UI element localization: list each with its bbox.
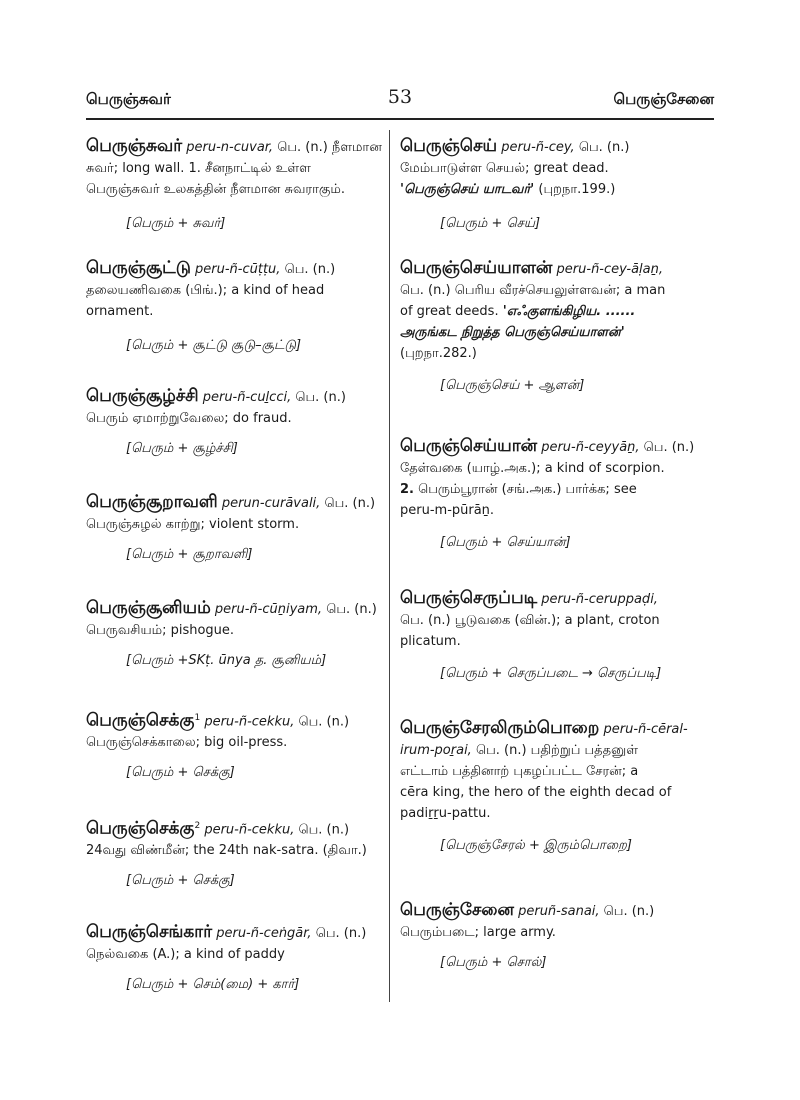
- column-divider: [389, 130, 390, 1002]
- transliteration: peru-ñ-cūṉiyam,: [214, 602, 323, 617]
- transliteration: peru-ñ-cuḻcci,: [202, 390, 292, 405]
- citation-quote: 'பெருஞ்செய் யாடவர்': [400, 182, 535, 197]
- etymology: [பெருஞ்சேரல் + இரும்பொறை]: [440, 838, 632, 853]
- etymology: [பெரும் + சூறாவளி]: [126, 547, 253, 562]
- definition-line: padiṟṟu-pattu.: [400, 806, 491, 821]
- headword: பெருஞ்செருப்படி: [400, 588, 538, 608]
- headword: பெருஞ்செங்கார்: [86, 922, 213, 942]
- dictionary-entry: [86, 708, 380, 783]
- transliteration: peru-ñ-cēral-: [603, 722, 688, 737]
- header-first-word: பெருஞ்சுவர்: [86, 90, 171, 108]
- header-last-word: பெருஞ்சேனை: [613, 90, 714, 108]
- citation-source: (புறநா.199.): [534, 182, 616, 197]
- definition-line: சுவர்; long wall. 1. சீனநாட்டில் உள்ள: [86, 161, 311, 176]
- headword: பெருஞ்சுவர்: [86, 136, 183, 156]
- definition-line: plicatum.: [400, 634, 461, 649]
- etymology: [பெரும் + செக்கு]: [126, 765, 235, 781]
- transliteration: perun-curāvali,: [221, 496, 321, 511]
- definition-line: cēra king, the hero of the eighth decad of: [400, 785, 672, 800]
- dictionary-entry: [86, 386, 380, 459]
- headword: பெருஞ்சேனை: [400, 900, 514, 920]
- citation-quote: 'எஃகுளங்கிழிய. ......: [502, 304, 636, 319]
- grammar-meaning: பெ. (n.): [294, 714, 350, 730]
- transliteration: peru-ñ-ceyyāṉ,: [541, 440, 640, 455]
- definition-line: பெரும்படை; large army.: [400, 925, 556, 940]
- transliteration: peru-ñ-cey-āḷaṉ,: [556, 262, 663, 277]
- definition-line: பெரும் ஏமாற்றுவேலை; do fraud.: [86, 411, 292, 426]
- dictionary-entry: [400, 436, 714, 553]
- grammar-meaning: பெ. (n.): [639, 440, 695, 455]
- transliteration: peru-ñ-cekku,: [204, 714, 295, 730]
- sense-number: 2.: [400, 482, 414, 497]
- headword: பெருஞ்சேரலிரும்பொறை: [400, 718, 600, 738]
- transliteration: peru-ñ-ceṅgār,: [216, 926, 312, 941]
- etymology: [பெரும் + சுவர்]: [126, 216, 226, 231]
- transliteration: irum-poṟai,: [400, 743, 472, 758]
- grammar-meaning: பெ. (n.): [294, 822, 350, 838]
- etymology: [பெரும் + சூட்டு சூடு–சூட்டு]: [126, 338, 302, 353]
- grammar-meaning: பெ. (n.): [320, 496, 376, 511]
- grammar-meaning: பெ. (n.): [599, 904, 655, 919]
- dictionary-entry: [86, 258, 380, 356]
- page-header: [86, 86, 714, 114]
- dictionary-entry: [86, 816, 380, 891]
- definition-line: 24வது விண்மீன்; the 24th nak-satra. (திவா.): [86, 843, 367, 859]
- definition-line: மேம்பாடுள்ள செயல்; great dead.: [400, 161, 609, 176]
- citation-quote: அருங்கட நிறுத்த பெருஞ்செய்யாளன்': [400, 325, 625, 340]
- etymology: [பெருஞ்செய் + ஆளன்]: [440, 378, 585, 393]
- transliteration: peru-ñ-ceruppaḍi,: [541, 592, 658, 607]
- transliteration: peru-n-cuvar,: [186, 140, 274, 155]
- definition-line: நெல்வகை (A.); a kind of paddy: [86, 947, 285, 962]
- transliteration: peru-ñ-cekku,: [204, 822, 295, 838]
- etymology: [பெரும் + செக்கு]: [126, 873, 235, 889]
- grammar-meaning: பெ. (n.): [322, 602, 377, 617]
- headword: பெருஞ்சூழ்ச்சி: [86, 386, 199, 406]
- headword: பெருஞ்செக்கு: [86, 710, 195, 731]
- grammar-meaning: பெ. (n.): [574, 140, 630, 155]
- dictionary-entry: [400, 136, 714, 234]
- definition-text: பெ. (n.) பதிற்றுப் பத்தனுள்: [471, 743, 638, 758]
- definition-line: பெ. (n.) பெரிய வீரச்செயலுள்ளவன்; a man: [400, 283, 666, 298]
- dictionary-entry: [86, 598, 380, 671]
- headword: பெருஞ்செக்கு: [86, 818, 195, 839]
- dictionary-entry: [400, 588, 714, 684]
- definition-line: பெருஞ்செக்காலை; big oil-press.: [86, 735, 288, 751]
- homonym-number: 2: [194, 821, 201, 831]
- homonym-number: 1: [194, 713, 201, 723]
- headword: பெருஞ்செய்: [400, 136, 498, 156]
- etymology: [பெரும் + செய்யான்]: [440, 535, 571, 550]
- etymology: [பெரும் +SKṭ. ūnya த. சூனியம்]: [126, 653, 327, 668]
- grammar-meaning: பெ. (n.) நீளமான: [273, 140, 382, 155]
- dictionary-entry: [400, 258, 714, 396]
- dictionary-entry: [86, 922, 380, 995]
- page-number: 53: [387, 86, 413, 108]
- definition-line: தேள்வகை (யாழ்.அக.); a kind of scorpion.: [400, 461, 665, 476]
- headword: பெருஞ்சூட்டு: [86, 258, 191, 278]
- etymology: [பெரும் + செம்(மை) + கார்]: [126, 977, 300, 992]
- definition-line: பெருஞ்சுழல் காற்று; violent storm.: [86, 517, 300, 532]
- dictionary-entry: [86, 492, 380, 565]
- transliteration: peru-ñ-cey,: [501, 140, 575, 155]
- headword: பெருஞ்சூனியம்: [86, 598, 211, 618]
- headword: பெருஞ்செய்யான்: [400, 436, 538, 456]
- definition-line: ornament.: [86, 304, 154, 319]
- definition-line: எட்டாம் பத்தினாற் புகழப்பட்ட சேரன்; a: [400, 764, 639, 779]
- transliteration: peru-ñ-cūṭṭu,: [195, 262, 281, 277]
- headword: பெருஞ்சூறாவளி: [86, 492, 218, 512]
- definition-line: பெருஞ்சுவர் உலகத்தின் நீளமான சுவராகும்.: [86, 182, 345, 197]
- dictionary-entry: [400, 718, 714, 856]
- definition-text: பெரும்பூரான் (சங்.அக.) பார்க்க; see: [413, 482, 637, 497]
- grammar-meaning: பெ. (n.): [280, 262, 336, 277]
- etymology: [பெரும் + செய்]: [440, 216, 541, 231]
- definition-line: peru-m-pūrāṉ.: [400, 503, 495, 518]
- etymology: [பெரும் + சூழ்ச்சி]: [126, 441, 238, 456]
- grammar-meaning: பெ. (n.): [291, 390, 346, 405]
- header-rule: [86, 118, 714, 120]
- dictionary-entry: [400, 900, 714, 973]
- definition-line: பெ. (n.) பூடுவகை (வின்.); a plant, croton: [400, 613, 660, 628]
- transliteration: peruñ-sanai,: [518, 904, 600, 919]
- definition-text: of great deeds.: [400, 304, 503, 319]
- definition-line: தலையணிவகை (பிங்.); a kind of head: [86, 283, 325, 298]
- etymology: [பெரும் + சொல்]: [440, 955, 547, 970]
- dictionary-entry: [86, 136, 380, 234]
- headword: பெருஞ்செய்யாளன்: [400, 258, 553, 278]
- definition-line: பெருவசியம்; pishogue.: [86, 623, 235, 638]
- citation-source: (புறநா.282.): [400, 346, 477, 361]
- grammar-meaning: பெ. (n.): [311, 926, 367, 941]
- etymology: [பெரும் + செருப்படை → செருப்படி]: [440, 666, 662, 681]
